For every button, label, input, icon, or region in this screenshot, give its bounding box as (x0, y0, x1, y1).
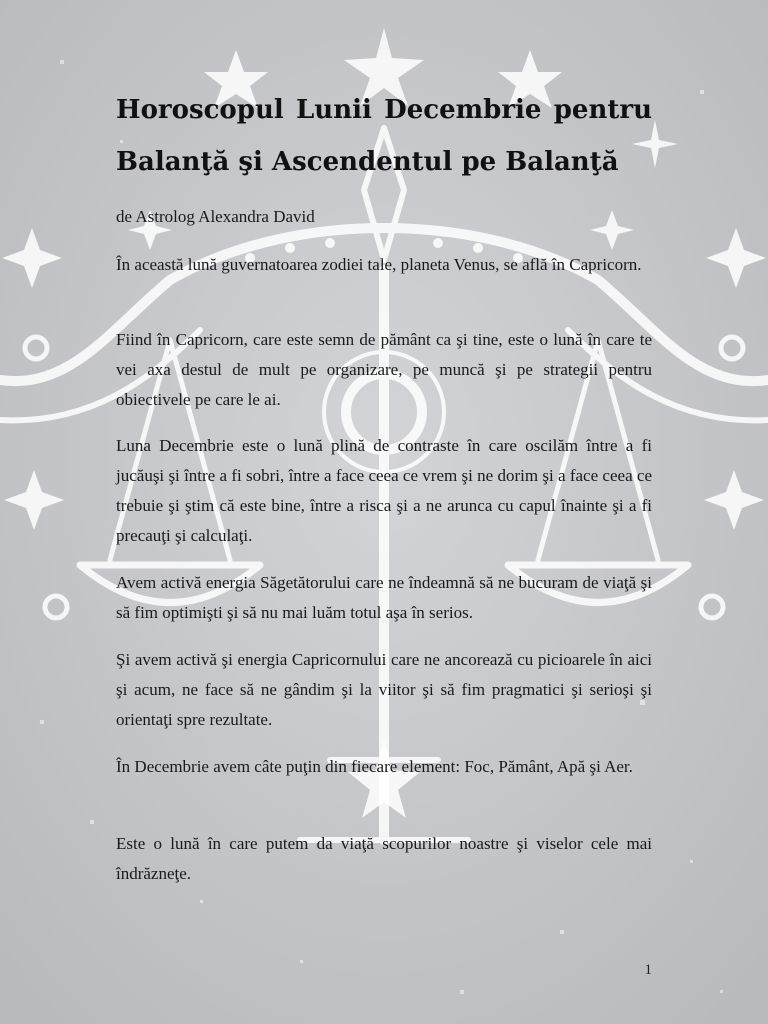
author-line: de Astrolog Alexandra David (116, 207, 315, 226)
document-title (116, 84, 652, 188)
paragraph-5: Şi avem activă şi energia Capricornului care ne ancorează cu picioarele în aici şi acum, ne face să ne gândim şi la viitor şi să fim pragmatici şi serioşi şi orientaţi spre rezultate. (116, 650, 652, 729)
paragraph-4: Avem activă energia Săgetătorului care ne îndeamnă să ne bucuram de viaţă şi să fim optimişti şi să nu mai luăm totul aşa în serios. (116, 573, 652, 622)
page-number: 1 (644, 962, 652, 978)
paragraph-1: În această lună guvernatoarea zodiei tale, planeta Venus, se află în Capricorn. (116, 255, 642, 274)
paragraph-6: În Decembrie avem câte puţin din fiecare element: Foc, Pământ, Apă şi Aer. (116, 757, 633, 776)
paragraph-2: Fiind în Capricorn, care este semn de pământ ca şi tine, este o lună în care te vei axa destul de mult pe organizare, pe muncă şi pe strategii pentru obiectivele pe care le ai. (116, 330, 652, 409)
title-line-2: Balanţă şi Ascendentul pe Balanţă (116, 147, 619, 177)
paragraph-7: Este o lună în care putem da viaţă scopurilor noastre şi viselor cele mai îndrăzneţe. (116, 834, 652, 883)
document-page (116, 0, 652, 1024)
title-line-1: Horoscopul Lunii Decembrie pentru (116, 95, 652, 125)
paragraph-3: Luna Decembrie este o lună plină de contraste în care oscilăm între a fi jucăuşi şi între a fi sobri, între a face ceea ce vrem şi ne dorim şi a face ceea ce trebuie şi ştim că este bine, între a risca şi a ne arunca cu capul înainte şi a fi precauţi şi calculaţi. (116, 436, 652, 545)
